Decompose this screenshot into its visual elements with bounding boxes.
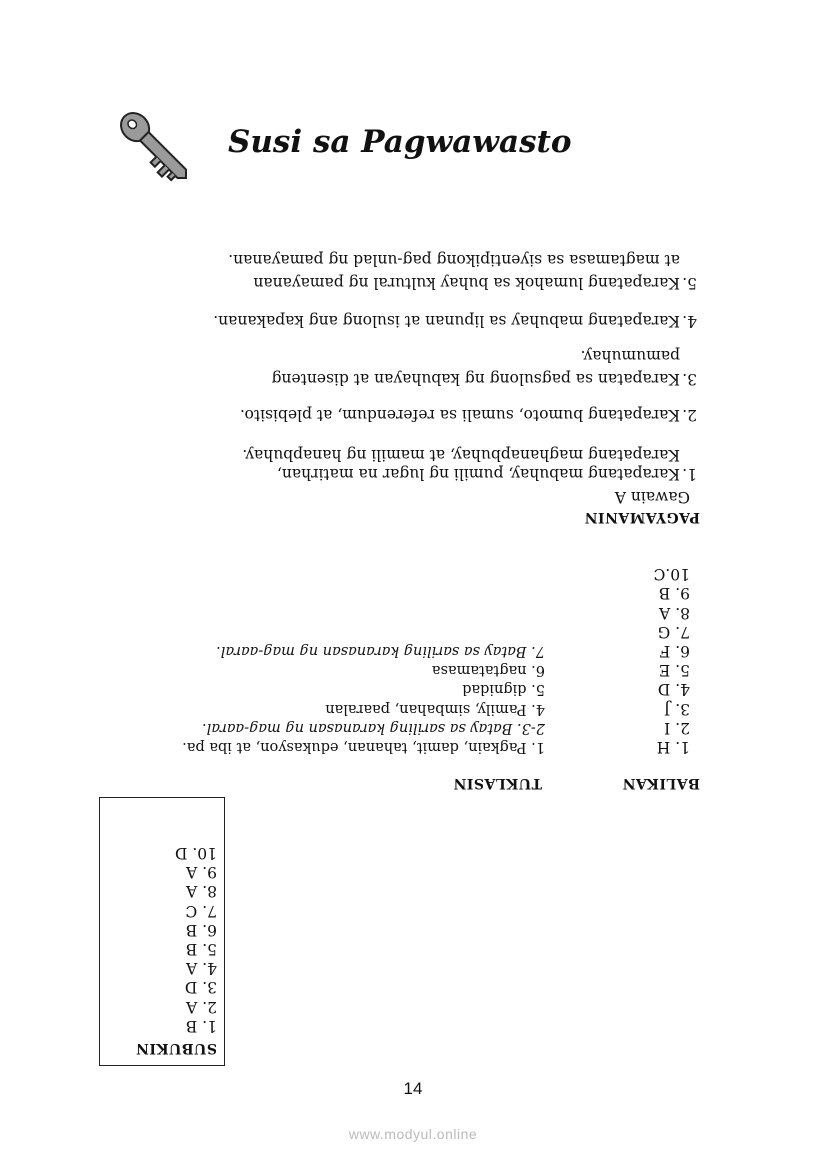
answer: 4. Pamily, simbahan, paaralan bbox=[325, 700, 545, 717]
answer: 4. A bbox=[186, 959, 217, 978]
page-title: Susi sa Pagwawasto bbox=[228, 124, 572, 160]
answer: 5. E bbox=[658, 661, 690, 680]
answer: 3. D bbox=[184, 978, 217, 997]
watermark: www.modyul.online bbox=[348, 1126, 478, 1142]
item-text: Karapatan sa pagsulong ng kabuhayan at disenteng bbox=[271, 370, 680, 388]
answer: 8. A bbox=[659, 603, 690, 622]
answer: 1. Pagkain, damit, tahanan, edukasyon, at iba pa. bbox=[182, 739, 545, 755]
answer: 7. G bbox=[657, 622, 690, 641]
pagyamanin-subheading: Gawain A bbox=[614, 488, 690, 506]
answer: 7. C bbox=[185, 901, 217, 920]
answer: 2. I bbox=[664, 718, 690, 737]
answer: 8. A bbox=[186, 882, 217, 901]
answer: 4. D bbox=[657, 680, 690, 699]
pagyamanin-heading: PAGYAMANIN bbox=[584, 509, 700, 525]
subukin-column bbox=[136, 843, 217, 1057]
page-number: 14 bbox=[403, 1079, 423, 1098]
answer: 9. B bbox=[658, 584, 690, 603]
tuklasin-heading: TUKLASIN bbox=[453, 775, 542, 791]
answer: 6. B bbox=[185, 920, 217, 939]
answer: 2. A bbox=[186, 997, 217, 1016]
tuklasin-column bbox=[182, 641, 545, 756]
item-number: 3. bbox=[682, 370, 697, 388]
answer: 10. D bbox=[174, 844, 217, 863]
answer: 1. H bbox=[656, 738, 690, 756]
answer: 9. A bbox=[186, 863, 217, 882]
answer: 5. B bbox=[185, 940, 217, 959]
balikan-heading: BALIKAN bbox=[622, 775, 700, 791]
answer: 5. dignidad bbox=[462, 681, 545, 698]
subukin-heading: SUBUKIN bbox=[135, 1040, 217, 1056]
answer: 1. B bbox=[185, 1016, 217, 1035]
answer: 6. nagtatamasa bbox=[431, 662, 545, 679]
key-icon bbox=[112, 104, 202, 194]
subukin-box bbox=[99, 797, 225, 1066]
item-text: Karapatang maghanapbuhay, at mamili ng hanapbuhay. bbox=[242, 446, 680, 464]
answer: 10.C bbox=[653, 565, 690, 584]
balikan-column bbox=[653, 564, 690, 756]
item-text: Karapatang bumoto, sumali sa referendum, at plebisito. bbox=[239, 406, 680, 424]
item-number: 5. bbox=[682, 274, 697, 292]
answer: 2-3. Batay sa sariling karanasan ng mag-aaral. bbox=[202, 719, 545, 736]
item-text: Karapatang mabuhay sa lipunan at isulong ang kapakanan. bbox=[213, 312, 680, 330]
answer: 7. Batay sa sariling karanasan ng mag-aaral. bbox=[216, 643, 545, 660]
answer: 3. J bbox=[664, 699, 690, 718]
item-text: pamumuhay. bbox=[580, 347, 680, 365]
item-text: Karapatang lumahok sa buhay kultural ng pamayanan bbox=[253, 274, 680, 292]
answer-key-upside-down bbox=[95, 240, 720, 1070]
item-number: 1. bbox=[682, 465, 697, 483]
item-text: at magtamasa sa siyentipikong pag-unlad ng pamayanan. bbox=[228, 251, 680, 269]
item-number: 4. bbox=[682, 312, 697, 330]
item-text: Karapatang mabuhay, pumili ng lugar na matirhan, bbox=[276, 465, 680, 483]
item-number: 2. bbox=[682, 406, 697, 424]
answer: 6. F bbox=[659, 642, 690, 661]
